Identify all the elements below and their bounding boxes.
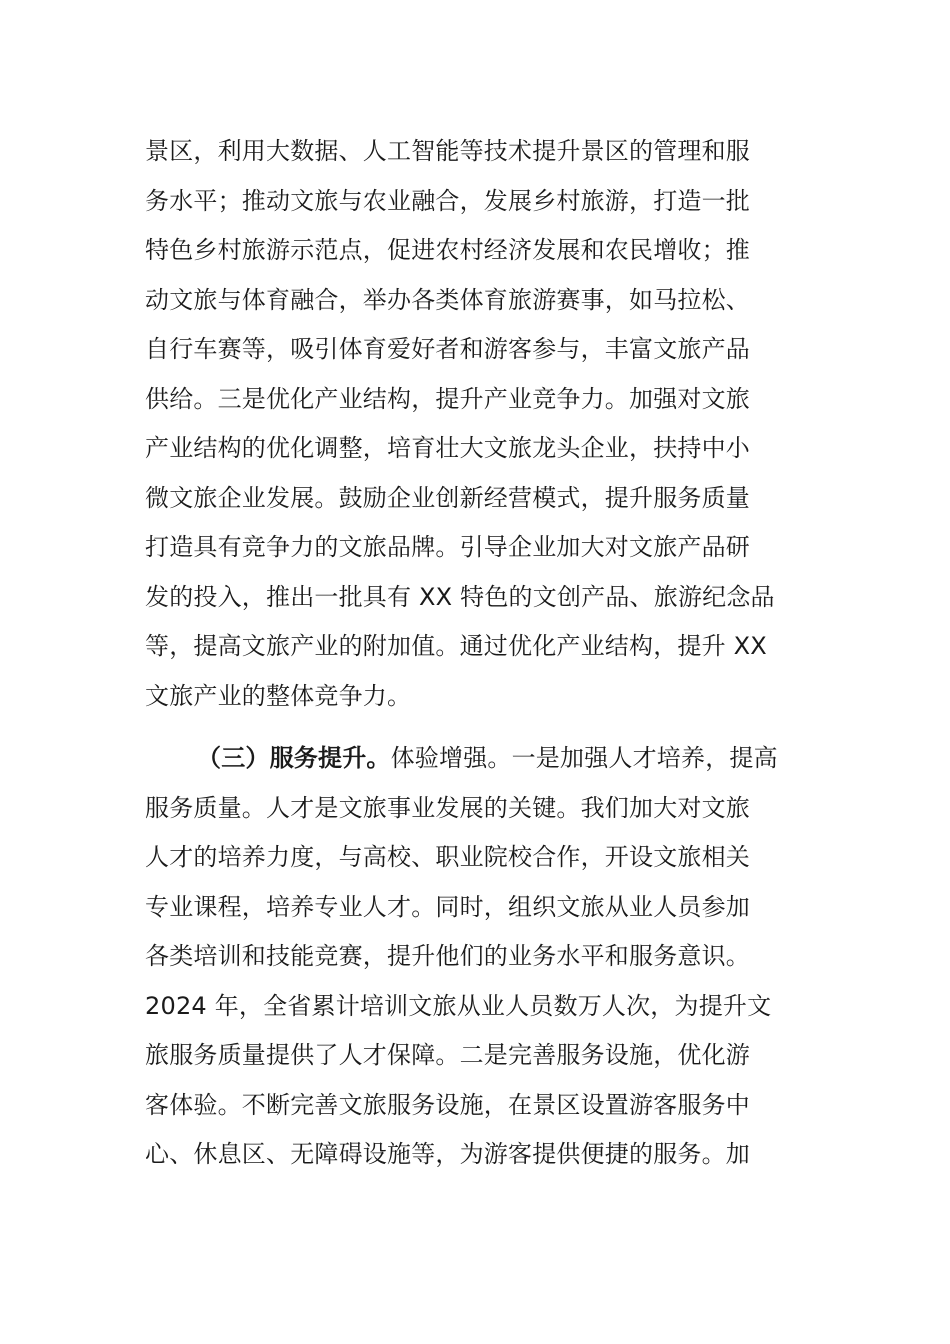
paragraph-line: 等，提高文旅产业的附加值。通过优化产业结构，提升 XX [145, 632, 767, 660]
paragraph-line: 客体验。不断完善文旅服务设施，在景区设置游客服务中 [145, 1090, 750, 1119]
paragraph-line: 特色乡村旅游示范点，促进农村经济发展和农民增收；推 [145, 236, 750, 264]
paragraph-line: 打造具有竞争力的文旅品牌。引导企业加大对文旅产品研 [145, 533, 750, 561]
paragraph-first-line [145, 734, 825, 784]
paragraph-line: 微文旅企业发展。鼓励企业创新经营模式，提升服务质量 [145, 483, 750, 512]
paragraph-line: 服务质量。人才是文旅事业发展的关键。我们加大对文旅 [145, 793, 750, 822]
paragraph-line: 景区，利用大数据、人工智能等技术提升景区的管理和服 [145, 137, 750, 165]
paragraph-line: 供给。三是优化产业结构，提升产业竞争力。加强对文旅 [145, 384, 750, 413]
paragraph-line: 务水平；推动文旅与农业融合，发展乡村旅游，打造一批 [145, 186, 750, 215]
paragraph-line: 旅服务质量提供了人才保障。二是完善服务设施，优化游 [145, 1041, 750, 1069]
paragraph-line: 2024 年，全省累计培训文旅从业人员数万人次，为提升文 [145, 991, 772, 1020]
paragraph-1 [145, 127, 825, 721]
paragraph-line: 产业结构的优化调整，培育壮大文旅龙头企业，扶持中小 [145, 434, 750, 462]
paragraph-line: 心、休息区、无障碍设施等，为游客提供便捷的服务。加 [145, 1140, 750, 1168]
paragraph-2 [145, 734, 825, 1180]
section-heading: （三）服务提升。 [197, 744, 391, 772]
paragraph-line-text: 体验增强。一是加强人才培养，提高 [390, 744, 778, 772]
paragraph-line: 文旅产业的整体竞争力。 [145, 681, 412, 710]
paragraph-line: 自行车赛等，吸引体育爱好者和游客参与，丰富文旅产品 [145, 335, 750, 363]
paragraph-line: 发的投入，推出一批具有 XX 特色的文创产品、旅游纪念品 [145, 582, 775, 611]
paragraph-line: 人才的培养力度，与高校、职业院校合作，开设文旅相关 [145, 843, 750, 871]
paragraph-line: 动文旅与体育融合，举办各类体育旅游赛事，如马拉松、 [145, 285, 750, 314]
paragraph-line: 各类培训和技能竞赛，提升他们的业务水平和服务意识。 [145, 942, 750, 970]
paragraph-line: 专业课程，培养专业人才。同时，组织文旅从业人员参加 [145, 892, 750, 921]
